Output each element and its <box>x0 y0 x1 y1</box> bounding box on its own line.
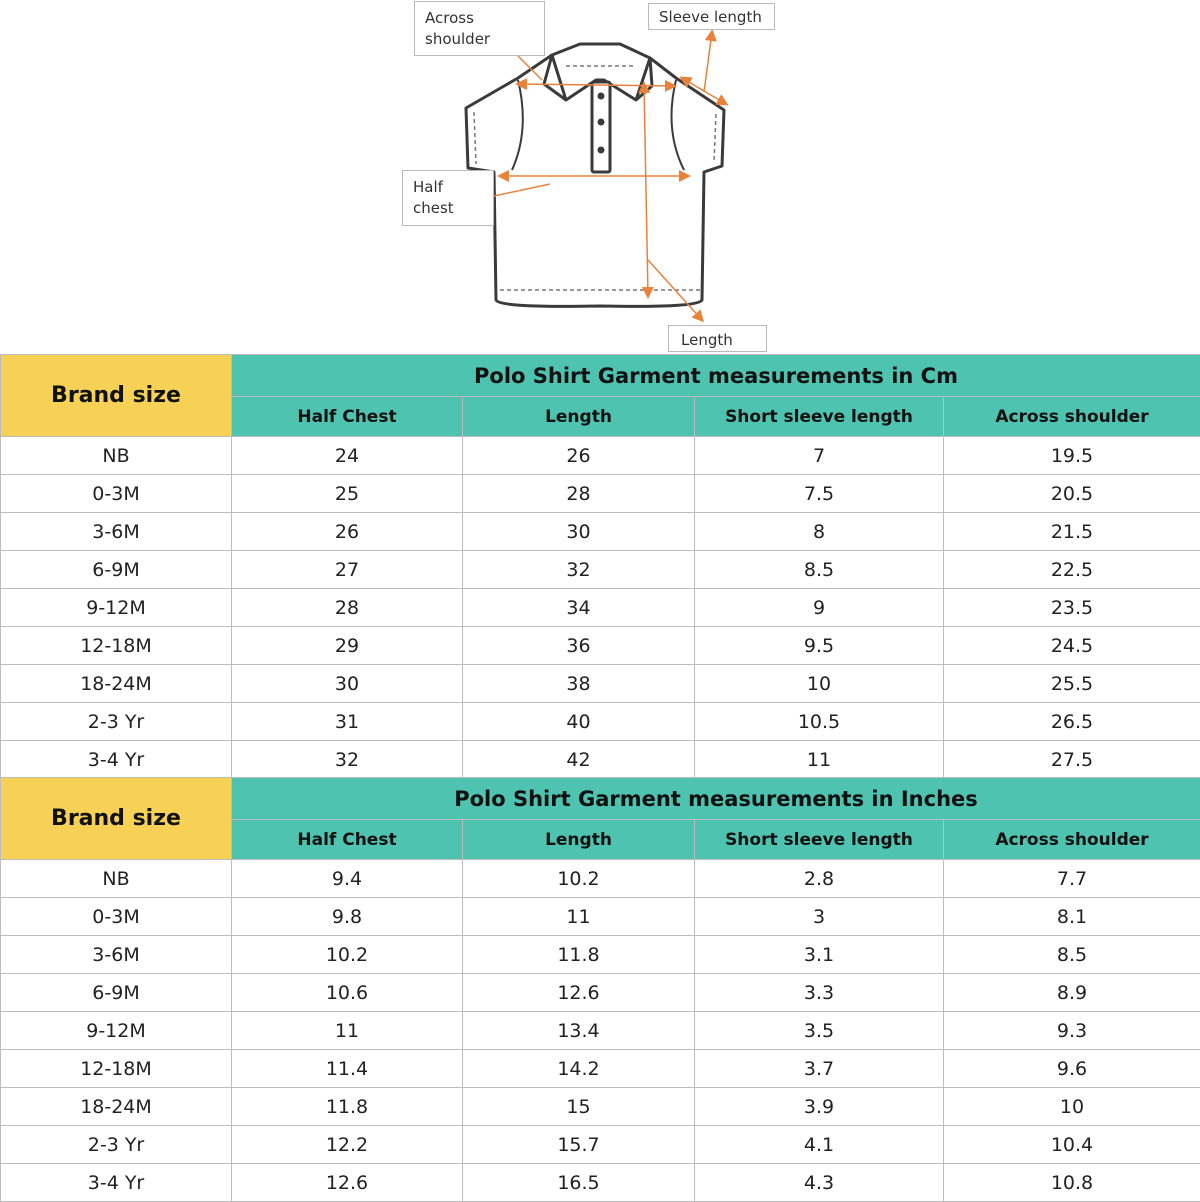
short-sleeve-length-cell: 3.1 <box>695 936 944 974</box>
across-shoulder-label-line1: Across <box>425 8 534 29</box>
short-sleeve-length-cell: 10.5 <box>695 703 944 741</box>
length-label: Length <box>681 330 754 351</box>
brand-size-header: Brand size <box>1 355 232 437</box>
short-sleeve-length-cell: 7 <box>695 437 944 475</box>
length-callout <box>668 325 767 352</box>
across-shoulder-cell: 24.5 <box>944 627 1200 665</box>
length-cell: 32 <box>463 551 695 589</box>
across-shoulder-cell: 23.5 <box>944 589 1200 627</box>
brand-size-cell: 9-12M <box>1 589 232 627</box>
across-shoulder-cell: 10 <box>944 1088 1200 1126</box>
brand-size-cell: 3-6M <box>1 513 232 551</box>
short-sleeve-length-cell: 3.7 <box>695 1050 944 1088</box>
brand-size-cell: 18-24M <box>1 665 232 703</box>
table-row <box>1 513 1200 551</box>
table-row <box>1 1088 1200 1126</box>
table-row <box>1 1012 1200 1050</box>
brand-size-cell: 2-3 Yr <box>1 1126 232 1164</box>
short-sleeve-length-cell: 8.5 <box>695 551 944 589</box>
half-chest-cell: 28 <box>232 589 463 627</box>
length-cell: 12.6 <box>463 974 695 1012</box>
half-chest-cell: 9.8 <box>232 898 463 936</box>
table-title: Polo Shirt Garment measurements in Inches <box>232 778 1200 820</box>
polo-shirt-illustration <box>0 0 1200 354</box>
length-cell: 11.8 <box>463 936 695 974</box>
length-cell: 34 <box>463 589 695 627</box>
table-row <box>1 974 1200 1012</box>
table-row <box>1 475 1200 513</box>
across-shoulder-cell: 20.5 <box>944 475 1200 513</box>
column-header-short-sleeve-length: Short sleeve length <box>695 397 944 437</box>
column-header-length: Length <box>463 397 695 437</box>
table-row <box>1 627 1200 665</box>
table-row <box>1 551 1200 589</box>
sleeve-length-label: Sleeve length <box>659 7 764 28</box>
across-shoulder-cell: 27.5 <box>944 741 1200 779</box>
length-cell: 11 <box>463 898 695 936</box>
half-chest-cell: 29 <box>232 627 463 665</box>
table-row <box>1 936 1200 974</box>
table-row <box>1 665 1200 703</box>
length-cell: 30 <box>463 513 695 551</box>
across-shoulder-cell: 25.5 <box>944 665 1200 703</box>
across-shoulder-cell: 19.5 <box>944 437 1200 475</box>
garment-diagram <box>0 0 1200 354</box>
across-shoulder-cell: 8.1 <box>944 898 1200 936</box>
across-shoulder-callout <box>414 1 545 56</box>
brand-size-cell: 9-12M <box>1 1012 232 1050</box>
length-cell: 38 <box>463 665 695 703</box>
length-cell: 26 <box>463 437 695 475</box>
short-sleeve-length-cell: 3.5 <box>695 1012 944 1050</box>
table-row <box>1 1050 1200 1088</box>
half-chest-cell: 10.2 <box>232 936 463 974</box>
table-row <box>1 1164 1200 1202</box>
size-table-body <box>1 778 1200 1202</box>
column-header-length: Length <box>463 820 695 860</box>
half-chest-cell: 25 <box>232 475 463 513</box>
column-header-across-shoulder: Across shoulder <box>944 820 1200 860</box>
length-cell: 15 <box>463 1088 695 1126</box>
half-chest-cell: 31 <box>232 703 463 741</box>
half-chest-label-line2: chest <box>413 198 483 219</box>
across-shoulder-cell: 26.5 <box>944 703 1200 741</box>
brand-size-cell: 12-18M <box>1 627 232 665</box>
brand-size-cell: 18-24M <box>1 1088 232 1126</box>
length-cell: 16.5 <box>463 1164 695 1202</box>
shirt-outline <box>466 44 724 306</box>
column-header-half-chest: Half Chest <box>232 820 463 860</box>
column-header-across-shoulder: Across shoulder <box>944 397 1200 437</box>
across-shoulder-cell: 8.5 <box>944 936 1200 974</box>
table-title: Polo Shirt Garment measurements in Cm <box>232 355 1200 397</box>
half-chest-cell: 11 <box>232 1012 463 1050</box>
table-row <box>1 437 1200 475</box>
length-cell: 28 <box>463 475 695 513</box>
half-chest-cell: 32 <box>232 741 463 779</box>
column-header-short-sleeve-length: Short sleeve length <box>695 820 944 860</box>
half-chest-cell: 10.6 <box>232 974 463 1012</box>
sleeve-length-callout <box>648 3 775 30</box>
across-shoulder-cell: 22.5 <box>944 551 1200 589</box>
short-sleeve-length-cell: 3.3 <box>695 974 944 1012</box>
brand-size-cell: NB <box>1 437 232 475</box>
brand-size-cell: 6-9M <box>1 974 232 1012</box>
short-sleeve-length-cell: 11 <box>695 741 944 779</box>
short-sleeve-length-cell: 8 <box>695 513 944 551</box>
table-row <box>1 741 1200 779</box>
brand-size-cell: 12-18M <box>1 1050 232 1088</box>
short-sleeve-length-cell: 3.9 <box>695 1088 944 1126</box>
across-shoulder-cell: 21.5 <box>944 513 1200 551</box>
brand-size-cell: 2-3 Yr <box>1 703 232 741</box>
half-chest-cell: 24 <box>232 437 463 475</box>
table-row <box>1 703 1200 741</box>
across-shoulder-cell: 9.3 <box>944 1012 1200 1050</box>
length-cell: 13.4 <box>463 1012 695 1050</box>
length-cell: 14.2 <box>463 1050 695 1088</box>
short-sleeve-length-cell: 10 <box>695 665 944 703</box>
brand-size-cell: NB <box>1 860 232 898</box>
length-cell: 10.2 <box>463 860 695 898</box>
across-shoulder-cell: 10.8 <box>944 1164 1200 1202</box>
brand-size-cell: 0-3M <box>1 898 232 936</box>
brand-size-cell: 6-9M <box>1 551 232 589</box>
half-chest-cell: 26 <box>232 513 463 551</box>
half-chest-cell: 12.6 <box>232 1164 463 1202</box>
brand-size-cell: 3-6M <box>1 936 232 974</box>
short-sleeve-length-cell: 9 <box>695 589 944 627</box>
size-table-body <box>1 355 1200 779</box>
short-sleeve-length-cell: 2.8 <box>695 860 944 898</box>
short-sleeve-length-cell: 4.3 <box>695 1164 944 1202</box>
table-row <box>1 860 1200 898</box>
length-cell: 36 <box>463 627 695 665</box>
short-sleeve-length-cell: 9.5 <box>695 627 944 665</box>
half-chest-callout <box>402 170 494 226</box>
half-chest-label-line1: Half <box>413 177 483 198</box>
size-table-cm <box>0 354 1200 779</box>
across-shoulder-label-line2: shoulder <box>425 29 534 50</box>
brand-size-header: Brand size <box>1 778 232 860</box>
table-row <box>1 589 1200 627</box>
half-chest-cell: 12.2 <box>232 1126 463 1164</box>
size-table-inches <box>0 777 1200 1202</box>
table-row <box>1 898 1200 936</box>
brand-size-cell: 0-3M <box>1 475 232 513</box>
length-cell: 40 <box>463 703 695 741</box>
half-chest-cell: 30 <box>232 665 463 703</box>
half-chest-cell: 9.4 <box>232 860 463 898</box>
brand-size-cell: 3-4 Yr <box>1 741 232 779</box>
length-cell: 15.7 <box>463 1126 695 1164</box>
across-shoulder-cell: 8.9 <box>944 974 1200 1012</box>
brand-size-cell: 3-4 Yr <box>1 1164 232 1202</box>
short-sleeve-length-cell: 3 <box>695 898 944 936</box>
half-chest-cell: 11.8 <box>232 1088 463 1126</box>
length-cell: 42 <box>463 741 695 779</box>
table-row <box>1 1126 1200 1164</box>
short-sleeve-length-cell: 4.1 <box>695 1126 944 1164</box>
across-shoulder-cell: 9.6 <box>944 1050 1200 1088</box>
column-header-half-chest: Half Chest <box>232 397 463 437</box>
across-shoulder-cell: 10.4 <box>944 1126 1200 1164</box>
across-shoulder-cell: 7.7 <box>944 860 1200 898</box>
short-sleeve-length-cell: 7.5 <box>695 475 944 513</box>
half-chest-cell: 11.4 <box>232 1050 463 1088</box>
half-chest-cell: 27 <box>232 551 463 589</box>
